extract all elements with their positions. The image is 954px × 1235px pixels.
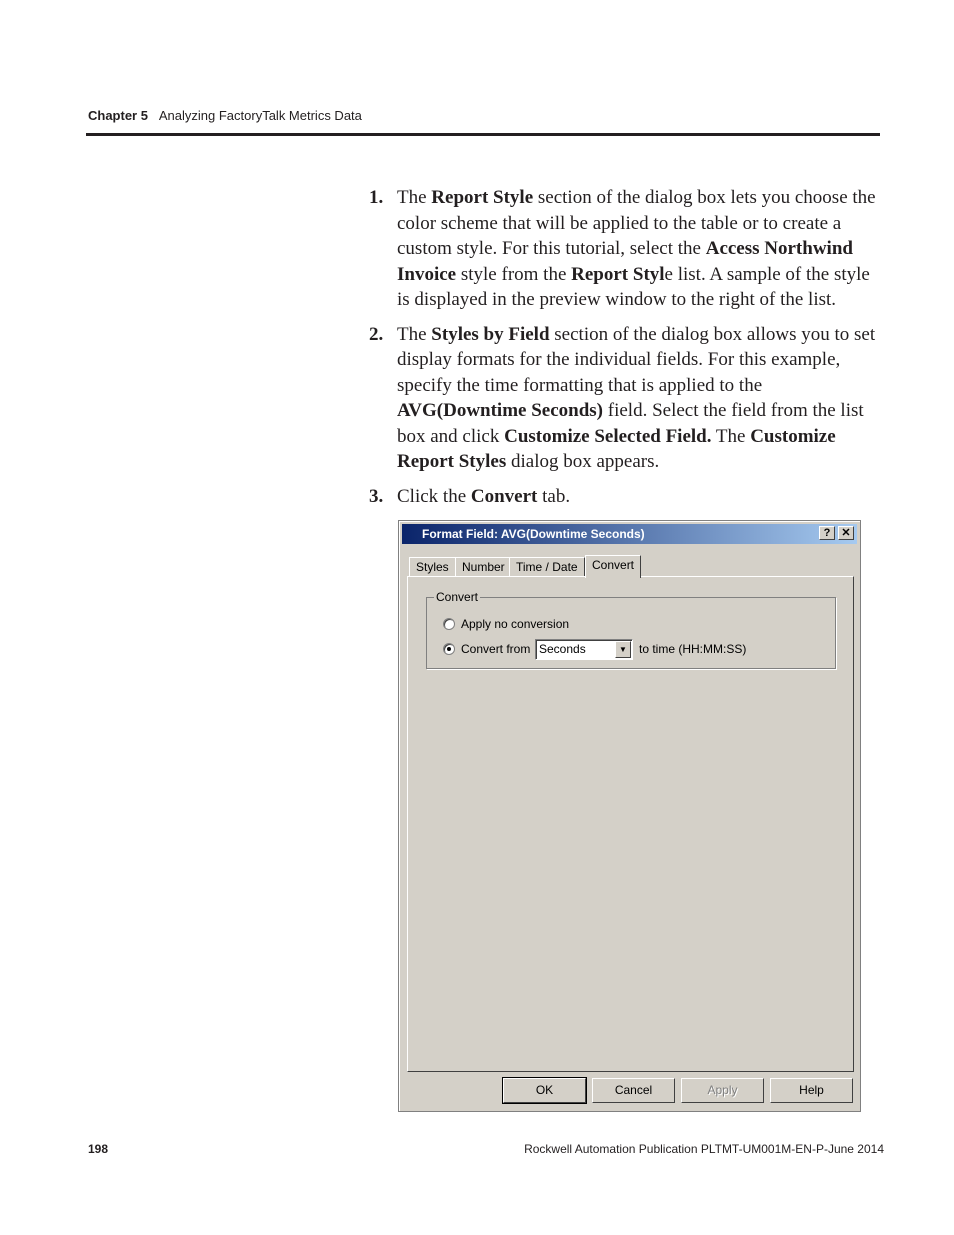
cancel-button[interactable]: Cancel bbox=[592, 1078, 675, 1103]
ui-term: Customize Report Styles bbox=[397, 425, 836, 472]
step-text: field. Select the field from the list box and click bbox=[397, 400, 864, 447]
to-time-label: to time (HH:MM:SS) bbox=[639, 642, 747, 656]
running-header bbox=[88, 108, 362, 123]
group-label: Convert bbox=[436, 590, 479, 604]
ui-term: Report Styl bbox=[571, 263, 665, 285]
ok-button[interactable]: OK bbox=[503, 1078, 586, 1103]
chapter-label: Chapter 5 bbox=[88, 108, 148, 123]
step-text: tab. bbox=[537, 485, 571, 507]
step-number: 3. bbox=[369, 485, 384, 507]
step-text: The bbox=[711, 425, 751, 447]
tab-time-date[interactable]: Time / Date bbox=[509, 557, 585, 577]
help-question-icon[interactable]: ? bbox=[819, 526, 835, 540]
step-text: style from the bbox=[456, 263, 572, 285]
tab-number[interactable]: Number bbox=[455, 557, 512, 577]
option-convert-from[interactable] bbox=[443, 640, 530, 658]
step-item bbox=[369, 322, 881, 475]
ui-term: Report Style bbox=[431, 187, 534, 208]
dialog-titlebar bbox=[402, 524, 857, 544]
chevron-down-icon[interactable]: ▼ bbox=[615, 641, 631, 658]
step-text: Click the bbox=[397, 485, 471, 507]
help-button[interactable]: Help bbox=[770, 1078, 853, 1103]
step-text: section of the dialog box allows you to set display formats for the individual fields. For this example, specify the time formatting that is applied to the bbox=[397, 323, 876, 396]
publication-id: Rockwell Automation Publication PLTMT-UM001M-EN-P-June 2014 bbox=[524, 1142, 884, 1156]
step-number: 1. bbox=[369, 187, 384, 208]
ui-term: Styles by Field bbox=[431, 323, 550, 345]
chapter-title: Analyzing FactoryTalk Metrics Data bbox=[158, 108, 362, 123]
apply-button: Apply bbox=[681, 1078, 764, 1103]
tab-convert[interactable]: Convert bbox=[585, 555, 641, 578]
close-icon[interactable]: ✕ bbox=[838, 526, 854, 540]
ui-term: Customize Selected Field. bbox=[504, 425, 712, 447]
unit-select[interactable] bbox=[535, 639, 633, 660]
step-text: The bbox=[397, 323, 432, 345]
ui-term: Convert bbox=[470, 485, 538, 507]
option-no-conversion[interactable] bbox=[443, 615, 569, 633]
page-number: 198 bbox=[88, 1142, 109, 1156]
unit-select-value: Seconds bbox=[539, 642, 586, 656]
step-text: dialog box appears. bbox=[506, 451, 660, 472]
ui-term: AVG(Downtime Seconds) bbox=[397, 400, 604, 421]
format-field-dialog bbox=[398, 520, 861, 1112]
option-no-conversion-label: Apply no conversion bbox=[461, 617, 570, 631]
step-text: e list. A sample of the style is displayed in the preview window to the right of the list. bbox=[397, 263, 870, 310]
header-rule bbox=[86, 133, 880, 136]
step-number: 2. bbox=[369, 323, 384, 345]
step-item bbox=[369, 484, 881, 510]
radio-convert-from[interactable] bbox=[443, 643, 455, 655]
option-convert-from-label: Convert from bbox=[461, 642, 531, 656]
convert-groupbox bbox=[426, 590, 836, 669]
ui-term: Access Northwind Invoice bbox=[397, 238, 853, 285]
step-list bbox=[369, 185, 881, 518]
step-item bbox=[369, 185, 881, 313]
dialog-title: Format Field: AVG(Downtime Seconds) bbox=[422, 527, 645, 541]
radio-no-conversion[interactable] bbox=[443, 618, 455, 630]
convert-tab-panel bbox=[407, 576, 854, 1072]
tab-styles[interactable]: Styles bbox=[409, 557, 456, 577]
step-text: The bbox=[397, 187, 432, 208]
step-text: section of the dialog box lets you choose the color scheme that will be applied to the table or to create a custom style. For this tutorial, select the bbox=[397, 187, 876, 259]
